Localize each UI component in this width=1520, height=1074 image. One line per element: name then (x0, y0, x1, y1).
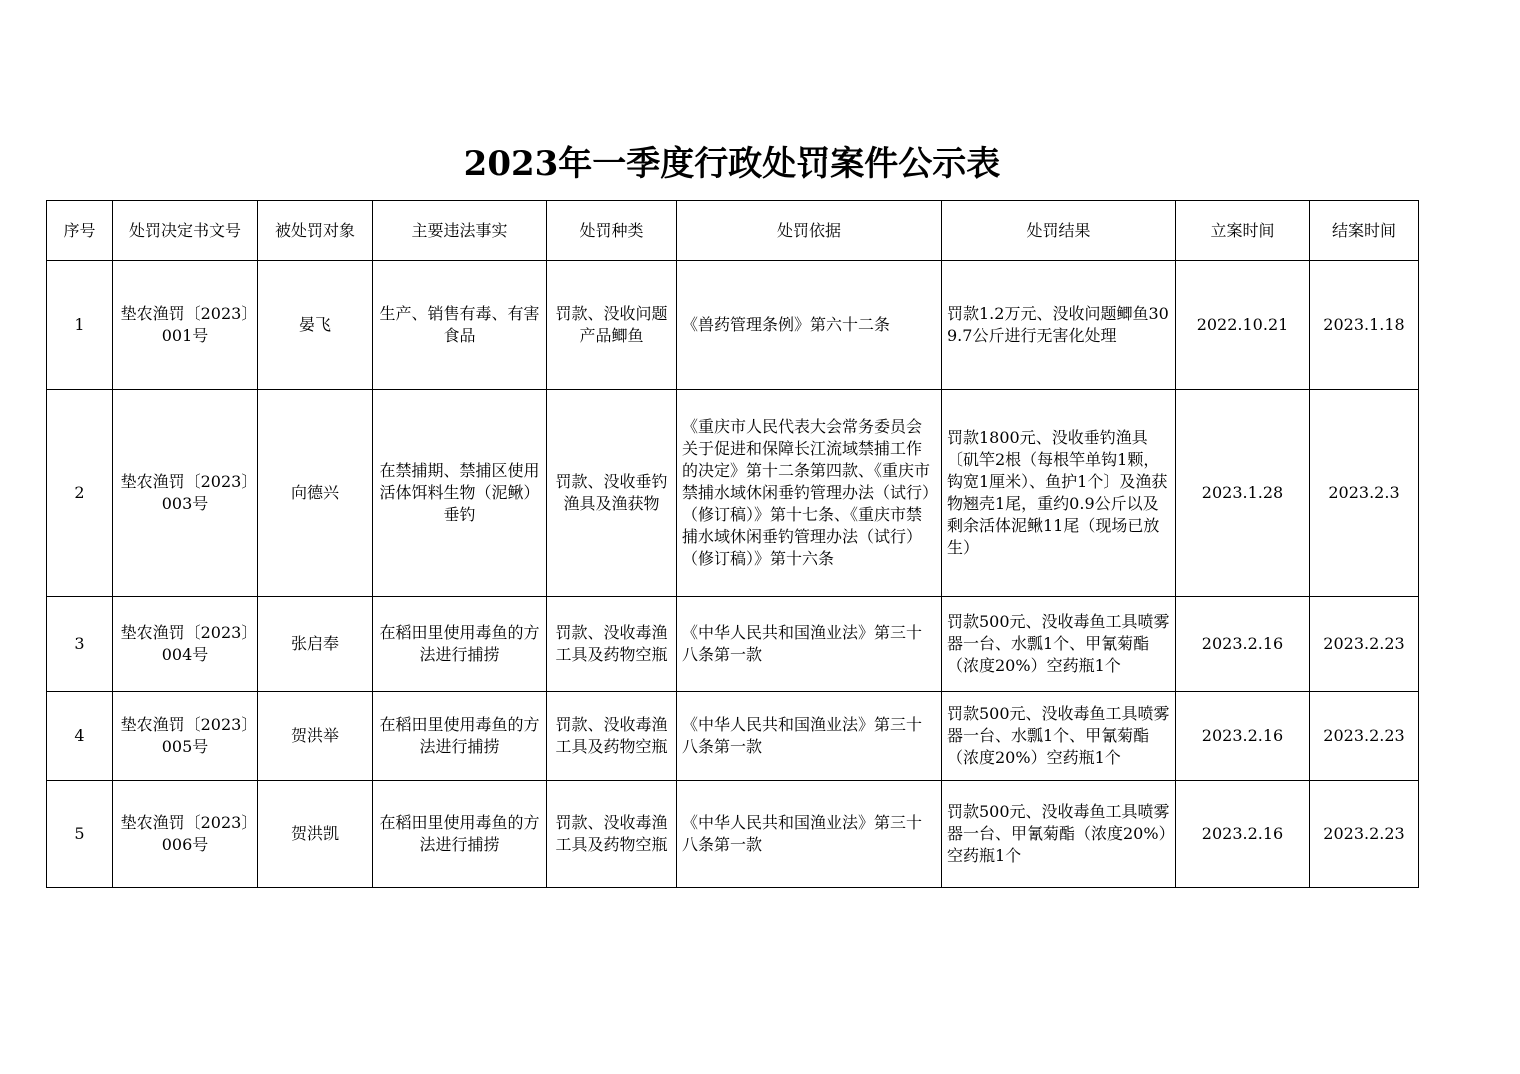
cell-result: 罚款500元、没收毒鱼工具喷雾器一台、水瓢1个、甲氰菊酯（浓度20%）空药瓶1个 (942, 692, 1176, 781)
cell-closed: 2023.1.18 (1310, 261, 1419, 390)
cell-basis: 《重庆市人民代表大会常务委员会关于促进和保障长江流域禁捕工作的决定》第十二条第四款、《重庆市禁捕水域休闲垂钓管理办法（试行）（修订稿）》第十七条、《重庆市禁捕水域休闲垂钓管理办法（试行）（修订稿）》第十六条 (677, 390, 942, 597)
table-row (47, 390, 1419, 597)
header-doc-no: 处罚决定书文号 (113, 201, 258, 261)
header-filed: 立案时间 (1176, 201, 1310, 261)
cell-basis: 《兽药管理条例》第六十二条 (677, 261, 942, 390)
cell-result: 罚款500元、没收毒鱼工具喷雾器一台、水瓢1个、甲氰菊酯（浓度20%）空药瓶1个 (942, 597, 1176, 692)
header-seq: 序号 (47, 201, 113, 261)
header-type: 处罚种类 (547, 201, 677, 261)
cell-doc-no: 垫农渔罚〔2023〕004号 (113, 597, 258, 692)
header-result: 处罚结果 (942, 201, 1176, 261)
cell-doc-no: 垫农渔罚〔2023〕003号 (113, 390, 258, 597)
cell-type: 罚款、没收毒渔工具及药物空瓶 (547, 781, 677, 888)
cell-seq: 2 (47, 390, 113, 597)
cell-target: 贺洪凯 (258, 781, 373, 888)
cell-target: 晏飞 (258, 261, 373, 390)
cell-type: 罚款、没收毒渔工具及药物空瓶 (547, 692, 677, 781)
cell-result: 罚款500元、没收毒鱼工具喷雾器一台、甲氰菊酯（浓度20%）空药瓶1个 (942, 781, 1176, 888)
cell-closed: 2023.2.23 (1310, 692, 1419, 781)
cell-result: 罚款1.2万元、没收问题鲫鱼309.7公斤进行无害化处理 (942, 261, 1176, 390)
cell-basis: 《中华人民共和国渔业法》第三十八条第一款 (677, 781, 942, 888)
header-closed: 结案时间 (1310, 201, 1419, 261)
cell-type: 罚款、没收垂钓渔具及渔获物 (547, 390, 677, 597)
cell-target: 张启奉 (258, 597, 373, 692)
cell-filed: 2023.1.28 (1176, 390, 1310, 597)
cell-doc-no: 垫农渔罚〔2023〕001号 (113, 261, 258, 390)
cell-closed: 2023.2.3 (1310, 390, 1419, 597)
cell-basis: 《中华人民共和国渔业法》第三十八条第一款 (677, 692, 942, 781)
cell-type: 罚款、没收毒渔工具及药物空瓶 (547, 597, 677, 692)
cell-filed: 2022.10.21 (1176, 261, 1310, 390)
table-row (47, 781, 1419, 888)
header-facts: 主要违法事实 (373, 201, 547, 261)
cell-seq: 3 (47, 597, 113, 692)
cell-result: 罚款1800元、没收垂钓渔具〔矶竿2根（每根竿单钩1颗，钩宽1厘米）、鱼护1个〕及渔获物翘壳1尾，重约0.9公斤以及剩余活体泥鳅11尾（现场已放生） (942, 390, 1176, 597)
cell-facts: 生产、销售有毒、有害食品 (373, 261, 547, 390)
header-target: 被处罚对象 (258, 201, 373, 261)
cell-filed: 2023.2.16 (1176, 597, 1310, 692)
cell-filed: 2023.2.16 (1176, 781, 1310, 888)
cell-seq: 4 (47, 692, 113, 781)
table-row (47, 597, 1419, 692)
penalty-table (46, 200, 1419, 888)
cell-facts: 在稻田里使用毒鱼的方法进行捕捞 (373, 692, 547, 781)
table-row (47, 261, 1419, 390)
cell-facts: 在稻田里使用毒鱼的方法进行捕捞 (373, 781, 547, 888)
table-header-row (47, 201, 1419, 261)
cell-type: 罚款、没收问题产品鲫鱼 (547, 261, 677, 390)
cell-closed: 2023.2.23 (1310, 597, 1419, 692)
cell-filed: 2023.2.16 (1176, 692, 1310, 781)
cell-target: 向德兴 (258, 390, 373, 597)
header-basis: 处罚依据 (677, 201, 942, 261)
cell-facts: 在稻田里使用毒鱼的方法进行捕捞 (373, 597, 547, 692)
cell-facts: 在禁捕期、禁捕区使用活体饵料生物（泥鳅）垂钓 (373, 390, 547, 597)
cell-basis: 《中华人民共和国渔业法》第三十八条第一款 (677, 597, 942, 692)
cell-closed: 2023.2.23 (1310, 781, 1419, 888)
cell-doc-no: 垫农渔罚〔2023〕005号 (113, 692, 258, 781)
page-title: 2023年一季度行政处罚案件公示表 (463, 144, 1001, 184)
table-row (47, 692, 1419, 781)
cell-doc-no: 垫农渔罚〔2023〕006号 (113, 781, 258, 888)
cell-seq: 5 (47, 781, 113, 888)
cell-seq: 1 (47, 261, 113, 390)
cell-target: 贺洪举 (258, 692, 373, 781)
